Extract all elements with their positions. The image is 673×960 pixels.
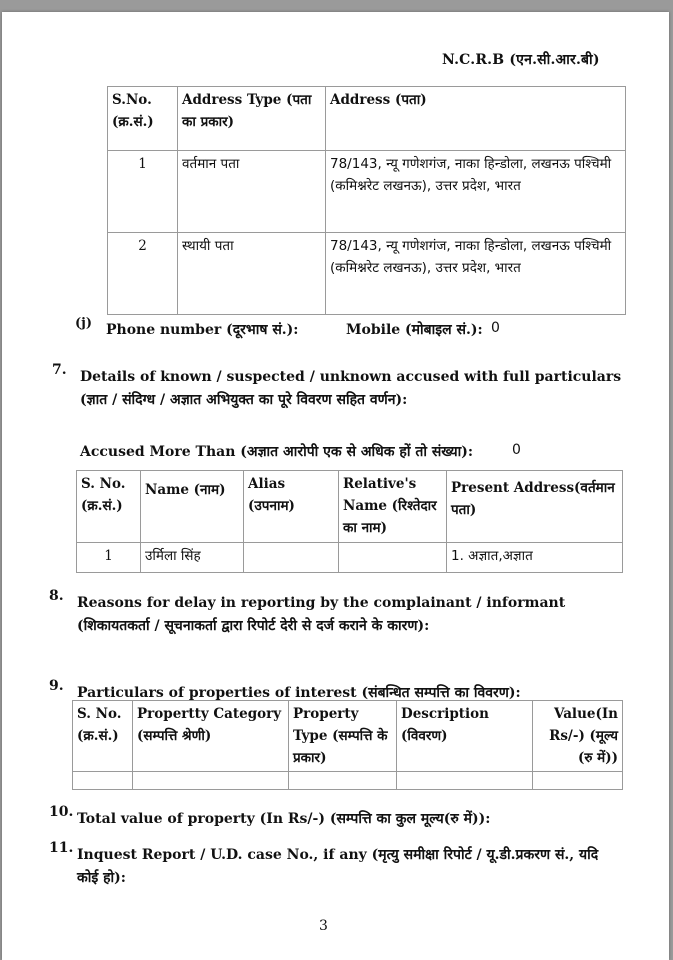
section-8-text: Reasons for delay in reporting by the complainant / informant (शिकायतकर्ता / सूचनाकर्ता द्वारा रिपोर्ट देरी से दर्ज कराने के कारण):: [77, 595, 566, 634]
section-7-number: 7.: [52, 362, 67, 378]
cell-address-type: स्थायी पता: [178, 233, 326, 315]
mobile-label: Mobile (मोबाइल सं.):: [346, 322, 483, 338]
header-relative-name: Relative's Name (रिश्तेदार का नाम): [339, 471, 447, 543]
cell-sno: [73, 772, 133, 790]
header-name: Name (नाम): [141, 471, 244, 543]
property-table: [72, 700, 623, 790]
section-7-text: Details of known / suspected / unknown accused with full particulars (ज्ञात / संदिग्ध / अज्ञात अभियुक्त का पूरे विवरण सहित वर्णन):: [80, 369, 622, 408]
header-address: Address (पता): [326, 87, 626, 151]
section-8-number: 8.: [49, 588, 64, 604]
cell-address: 78/143, न्यू गणेशगंज, नाका हिन्डोला, लखनऊ पश्चिमी (कमिश्नरेट लखनऊ), उत्तर प्रदेश, भारत: [326, 151, 626, 233]
cell-alias: [244, 543, 339, 573]
cell-property-type: [289, 772, 397, 790]
section-10-number: 10.: [49, 804, 74, 820]
header-property-type: Property Type (सम्पत्ति के प्रकार): [289, 701, 397, 772]
header-present-address: Present Address(वर्तमान पता): [447, 471, 623, 543]
cell-present-address: 1. अज्ञात,अज्ञात: [447, 543, 623, 573]
cell-name: उर्मिला सिंह: [141, 543, 244, 573]
cell-value: [533, 772, 623, 790]
cell-sno: 1: [77, 543, 141, 573]
phone-number-label: Phone number (दूरभाष सं.):: [106, 322, 299, 338]
property-table-header: [73, 701, 623, 772]
header-description: Description (विवरण): [397, 701, 533, 772]
table-row: [77, 543, 623, 573]
item-j-label: (j): [75, 316, 93, 331]
header-property-category: Propertty Category (सम्पत्ति श्रेणी): [133, 701, 289, 772]
section-9-number: 9.: [49, 678, 64, 694]
section-11-text: Inquest Report / U.D. case No., if any (मृत्यु समीक्षा रिपोर्ट / यू.डी.प्रकरण सं., यदि कोई हो):: [77, 847, 599, 886]
header-sno: S. No. (क्र.सं.): [73, 701, 133, 772]
accused-more-than-label: Accused More Than (अज्ञात आरोपी एक से अधिक हों तो संख्या):: [80, 444, 474, 460]
header-alias: Alias (उपनाम): [244, 471, 339, 543]
section-11-number: 11.: [49, 840, 74, 856]
cell-relative-name: [339, 543, 447, 573]
section-9-text: Particulars of properties of interest (संबन्धित सम्पत्ति का विवरण):: [77, 685, 521, 701]
document-page: [2, 12, 669, 960]
mobile-value: 0: [491, 320, 500, 336]
header-sno: S.No. (क्र.सं.): [108, 87, 178, 151]
header-value: Value(In Rs/-) (मूल्य (रु में)): [533, 701, 623, 772]
table-row: [108, 233, 626, 315]
header-title: N.C.R.B (एन.सी.आर.बी): [442, 52, 600, 68]
table-row: [108, 151, 626, 233]
cell-address-type: वर्तमान पता: [178, 151, 326, 233]
cell-property-category: [133, 772, 289, 790]
header-sno: S. No. (क्र.सं.): [77, 471, 141, 543]
accused-table: [76, 470, 623, 573]
page-number: 3: [319, 918, 328, 934]
cell-address: 78/143, न्यू गणेशगंज, नाका हिन्डोला, लखनऊ पश्चिमी (कमिश्नरेट लखनऊ), उत्तर प्रदेश, भारत: [326, 233, 626, 315]
address-table-header: [108, 87, 626, 151]
address-table: [107, 86, 626, 315]
cell-sno: 2: [108, 233, 178, 315]
table-row: [73, 772, 623, 790]
accused-table-header: [77, 471, 623, 543]
accused-more-than-value: 0: [512, 442, 521, 458]
cell-description: [397, 772, 533, 790]
cell-sno: 1: [108, 151, 178, 233]
header-address-type: Address Type (पता का प्रकार): [178, 87, 326, 151]
section-10-text: Total value of property (In Rs/-) (सम्पत्ति का कुल मूल्य(रु में)):: [77, 811, 491, 827]
